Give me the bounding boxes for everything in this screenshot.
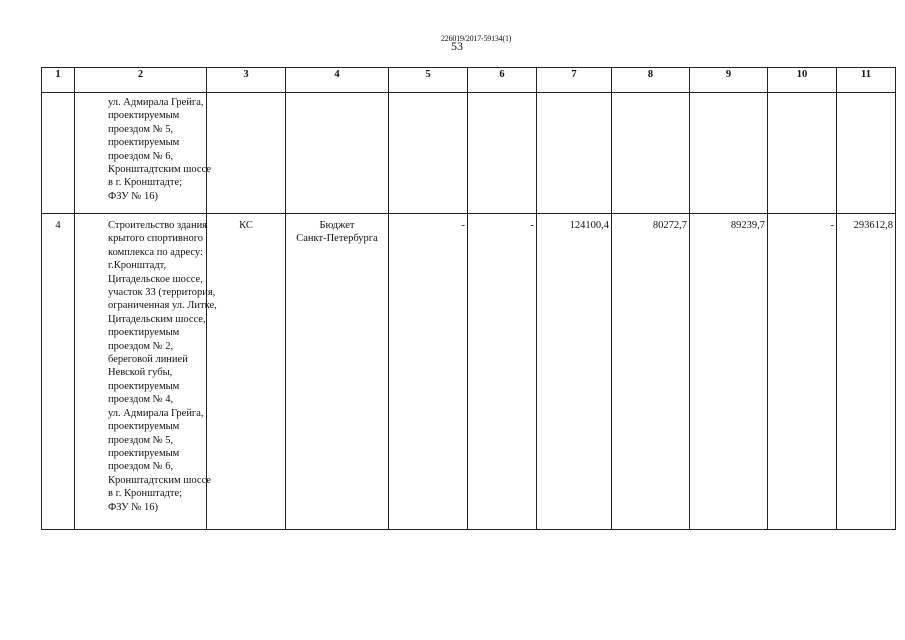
table-cell bbox=[286, 93, 389, 214]
cell-text: Бюджет Санкт-Петербурга bbox=[296, 220, 378, 245]
column-header: 5 bbox=[389, 68, 468, 93]
column-header: 6 bbox=[468, 68, 537, 93]
column-header: 9 bbox=[690, 68, 768, 93]
table-cell bbox=[207, 93, 286, 214]
cell-text: ул. Адмирала Грейга, проектируемым проездом № 5, проектируемым проездом № 6, Кронштадтским шоссе в г. Кронштадте; ФЗУ № 16) bbox=[108, 97, 212, 202]
table-cell: 124100,4 bbox=[537, 214, 612, 530]
column-header: 8 bbox=[612, 68, 690, 93]
column-header: 2 bbox=[75, 68, 207, 93]
table-cell bbox=[75, 214, 217, 530]
header-row bbox=[42, 68, 896, 93]
table-cell bbox=[468, 93, 537, 214]
column-header: 10 bbox=[768, 68, 837, 93]
table-cell: - bbox=[389, 214, 468, 530]
table-row bbox=[42, 93, 896, 214]
table-cell: КС bbox=[207, 214, 286, 530]
column-header: 3 bbox=[207, 68, 286, 93]
data-table bbox=[41, 67, 896, 530]
table-cell bbox=[690, 93, 768, 214]
table-cell bbox=[286, 214, 389, 530]
table-cell: 80272,7 bbox=[612, 214, 690, 530]
table-cell: 293612,8 bbox=[837, 214, 896, 530]
table-cell: 89239,7 bbox=[690, 214, 768, 530]
table-cell: - bbox=[468, 214, 537, 530]
column-header: 7 bbox=[537, 68, 612, 93]
table-cell bbox=[537, 93, 612, 214]
column-header: 4 bbox=[286, 68, 389, 93]
table-cell bbox=[612, 93, 690, 214]
table-cell: - bbox=[768, 214, 837, 530]
table-cell bbox=[768, 93, 837, 214]
table-cell bbox=[42, 93, 75, 214]
document-id: 226019/2017-59134(1) bbox=[441, 34, 512, 43]
table-cell bbox=[75, 93, 212, 214]
page-number: 53 bbox=[451, 39, 463, 53]
column-header: 11 bbox=[837, 68, 896, 93]
row-number: 4 bbox=[42, 214, 75, 530]
table-row bbox=[42, 214, 896, 530]
column-header: 1 bbox=[42, 68, 75, 93]
table-cell bbox=[837, 93, 896, 214]
cell-text: Строительство здания крытого спортивного комплекса по адресу: г.Кронштадт, Цитадельское шоссе, участок 33 (территория, ограниченная ул. Литке, Цитадельским шоссе, проектируемым проездом № 2, береговой линией Невской губы, проектируемым проездом № 4, ул. Адмирала Грейга, проектируемым проездом № 5, проектируемым проездом № 6, Кронштадтским шоссе в г. Кронштадте; ФЗУ № 16) bbox=[108, 220, 217, 513]
table-cell bbox=[389, 93, 468, 214]
